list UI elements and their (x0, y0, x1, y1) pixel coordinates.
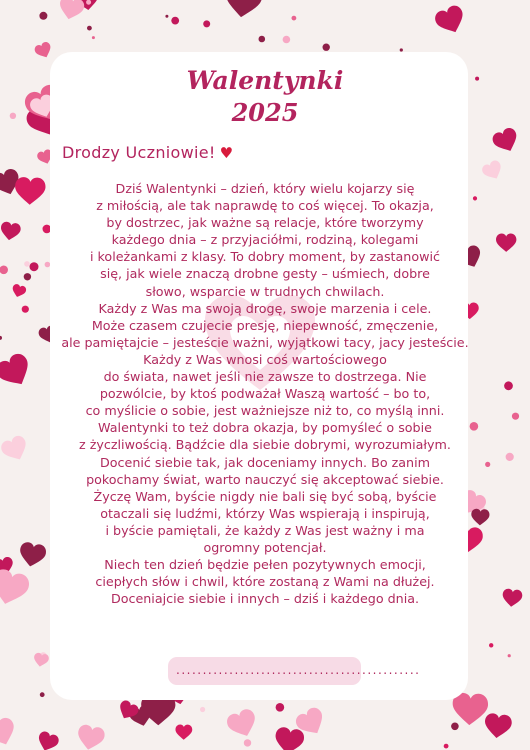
letter-line: Każdy z Was ma swoją drogę, swoje marzenia i cele. (98, 300, 432, 316)
dot-decoration (259, 36, 266, 43)
letter-line: każdego dnia – z przyjaciółmi, rodziną, kolegami (111, 232, 419, 248)
letter-line: otaczali się ludźmi, którzy Was wspierają i inspirują, (100, 505, 430, 521)
heart-icon (33, 652, 50, 668)
signature-line: .............................................. (176, 663, 421, 677)
letter-line: by dostrzec, jak ważne są relacje, które tworzymy (106, 215, 424, 231)
dot-decoration (165, 15, 168, 18)
dot-decoration (0, 266, 8, 275)
letter-line: ogromny potencjał. (203, 539, 327, 555)
heart-icon (0, 567, 31, 609)
heart-icon (75, 723, 106, 750)
letter-line: i koleżankami z klasy. To dobry moment, by zastanowić (89, 249, 440, 265)
letter-line: Dziś Walentynki – dzień, który wielu kojarzy się (115, 181, 415, 196)
page-title: Walentynki (186, 66, 344, 95)
letter-line: Każdy z Was wnosi coś wartościowego (143, 351, 387, 367)
heart-icon (0, 221, 22, 242)
heart-icon (35, 730, 60, 750)
letter-line: co myślicie o sobie, jest ważniejsze niż to, co myślą inni. (85, 403, 445, 419)
dot-decoration (0, 336, 2, 340)
letter-line: Walentynki to też dobra okazja, by pomyśleć o sobie (98, 420, 432, 436)
letter-line: pozwólcie, by ktoś podważał Waszą wartość – bo to, (99, 386, 431, 402)
heart-icon (496, 234, 516, 252)
letter-line: z życzliwością. Bądźcie dla siebie dobrymi, wyrozumiałym. (79, 437, 451, 453)
dot-decoration (171, 17, 179, 25)
letter-line: Niech ten dzień będzie pełen pozytywnych emocji, (104, 557, 426, 573)
heart-icon (0, 351, 36, 392)
letter-line: Życzę Wam, byście nigdy nie bali się być sobą, byście (93, 488, 437, 504)
heart-icon (501, 588, 523, 608)
heart-icon (452, 692, 489, 726)
heart-icon (225, 707, 261, 741)
heart-icon (223, 0, 263, 20)
heart-icon (480, 159, 505, 183)
letter-line: ciepłych słów i chwil, które zostaną z Wami na dłużej. (95, 574, 435, 590)
heart-icon (483, 712, 513, 739)
heart-icon (175, 724, 192, 739)
dot-decoration (283, 36, 291, 44)
greeting-text: Drodzy Uczniowie! (62, 143, 216, 162)
heart-icon (273, 726, 305, 750)
heart-icon (57, 0, 86, 22)
letter-line: Docenić siebie tak, jak doceniamy innych. Bo zanim (100, 454, 430, 470)
dot-decoration (506, 453, 514, 461)
dot-decoration (444, 744, 449, 749)
letter-line: słowo, wsparcie w trudnych chwilach. (145, 283, 385, 299)
dot-decoration (200, 707, 205, 712)
heart-icon (17, 541, 47, 569)
heart-icon: ♥ (219, 144, 234, 162)
heart-icon (11, 283, 28, 299)
letter-line: ale pamiętajcie – jesteście ważni, wyjątkowi tacy, jacy jesteście. (61, 334, 469, 350)
dot-decoration (24, 273, 31, 280)
heart-icon (14, 177, 45, 205)
greeting (62, 143, 233, 162)
dot-decoration (451, 723, 459, 731)
letter-body (54, 180, 476, 607)
heart-icon (490, 126, 521, 156)
letter-line: do świata, nawet jeśli nie zawsze to dostrzega. Nie (103, 369, 427, 385)
letter-line: i byście pamiętali, że każdy z Was jest ważny i ma (105, 522, 425, 538)
dot-decoration (24, 261, 30, 267)
dot-decoration (512, 413, 519, 420)
letter-line: Może czasem czujecie presję, niepewność, zmęczenie, (91, 317, 439, 333)
letter-line: z miłością, ale tak naprawdę to coś więcej. To okazja, (96, 198, 434, 214)
dot-decoration (92, 36, 95, 39)
letter-line: się, jak wiele znaczą drobne gesty – uśmiech, dobre (100, 266, 430, 282)
dot-decoration (39, 12, 47, 20)
dot-decoration (485, 462, 490, 467)
dot-decoration (489, 643, 493, 647)
dot-decoration (508, 654, 511, 657)
dot-decoration (323, 44, 330, 51)
dot-decoration (244, 739, 251, 746)
dot-decoration (40, 692, 45, 697)
dot-decoration (276, 703, 285, 712)
dot-decoration (203, 20, 210, 27)
letter-line: Doceniajcie siebie i innych – dziś i każdego dnia. (110, 591, 420, 607)
heart-icon (0, 716, 19, 750)
heart-icon (33, 41, 54, 61)
heart-icon (433, 3, 469, 37)
heart-icon (0, 434, 31, 465)
letter-line: pokochamy świat, warto nauczyć się akceptować siebie. (86, 471, 444, 487)
dot-decoration (87, 26, 92, 31)
dot-decoration (292, 16, 297, 21)
page-title-year: 2025 (231, 98, 299, 127)
dot-decoration (504, 381, 513, 390)
dot-decoration (22, 306, 29, 313)
dot-decoration (30, 262, 39, 271)
